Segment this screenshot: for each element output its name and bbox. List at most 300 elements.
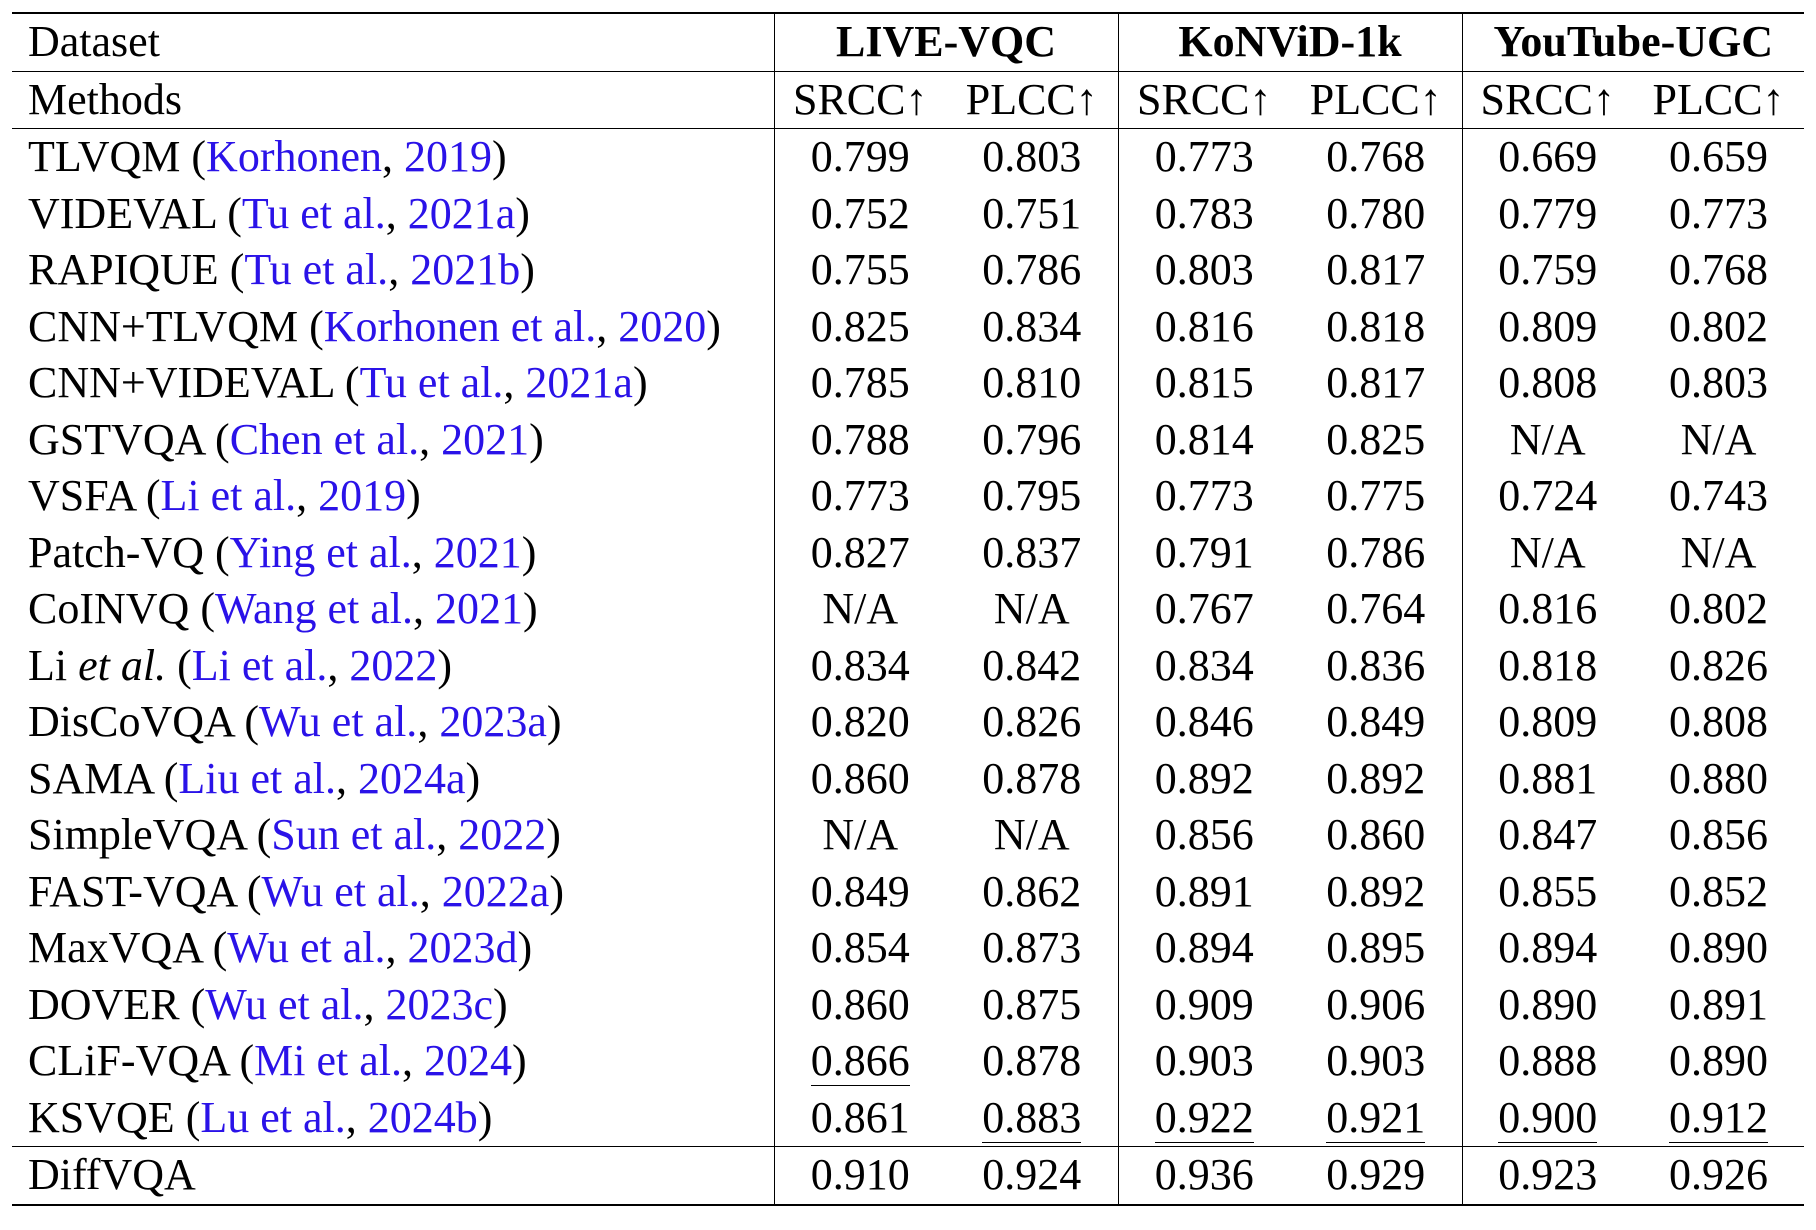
metric-value-cell [774, 807, 946, 864]
metric-value: 0.909 [1154, 979, 1254, 1029]
metric-value: N/A [1509, 414, 1586, 464]
metric-srcc: SRCC↑ [774, 71, 946, 129]
metric-value: 0.803 [1154, 245, 1254, 295]
metric-value-cell [1633, 242, 1804, 299]
metric-value-cell [1118, 355, 1290, 412]
metric-value-cell [1290, 694, 1462, 751]
metric-value: 0.809 [1498, 301, 1598, 351]
citation-link-authors[interactable]: Wu et al. [261, 866, 420, 916]
method-cell: CNN+VIDEVAL (Tu et al., 2021a) [12, 355, 774, 412]
metric-value: 0.834 [1154, 640, 1254, 690]
citation-link-year[interactable]: 2019 [404, 132, 493, 182]
metric-value: 0.826 [1669, 640, 1769, 690]
metric-value-cell [1633, 694, 1804, 751]
table-row [12, 129, 1804, 186]
metric-plcc: PLCC↑ [946, 71, 1118, 129]
metric-value-cell [1633, 299, 1804, 356]
metric-value: 0.743 [1669, 471, 1769, 521]
method-name: MaxVQA [28, 923, 202, 973]
metric-value-cell [1633, 1033, 1804, 1090]
metric-value-cell [1290, 581, 1462, 638]
metric-value: 0.803 [1669, 358, 1769, 408]
metric-value-cell [1118, 920, 1290, 977]
metric-value: 0.825 [1326, 414, 1426, 464]
metric-value: 0.854 [810, 923, 910, 973]
metric-value: 0.903 [1326, 1036, 1426, 1086]
metric-value: 0.847 [1498, 810, 1598, 860]
results-table [12, 12, 1804, 1206]
metric-value: 0.922 [1154, 1092, 1254, 1142]
metric-value-cell [774, 581, 946, 638]
table-row [12, 864, 1804, 921]
citation-link-authors[interactable]: Wu et al. [227, 923, 386, 973]
citation-link-authors[interactable]: Li et al. [160, 471, 297, 521]
metric-value-cell [1290, 129, 1462, 186]
metric-value: 0.880 [1669, 753, 1769, 803]
metric-value-cell [774, 468, 946, 525]
metric-value: 0.866 [810, 1036, 910, 1086]
metric-value-cell [946, 468, 1118, 525]
metric-value: 0.818 [1498, 640, 1598, 690]
metric-value: 0.855 [1498, 866, 1598, 916]
method-name: DiffVQA [28, 1150, 196, 1200]
metric-value-cell [1462, 299, 1633, 356]
metric-value-cell [1633, 412, 1804, 469]
metric-value: 0.860 [1326, 810, 1426, 860]
table-row [12, 412, 1804, 469]
metric-value: 0.764 [1326, 584, 1426, 634]
metric-value: 0.796 [982, 414, 1082, 464]
metric-value-cell [774, 977, 946, 1034]
method-name: CNN+VIDEVAL [28, 358, 334, 408]
metric-value-cell [1633, 525, 1804, 582]
citation-link-year[interactable]: 2024a [357, 753, 466, 803]
metric-value: 0.814 [1154, 414, 1254, 464]
table-row [12, 186, 1804, 243]
metric-value-cell [1290, 977, 1462, 1034]
method-cell: MaxVQA (Wu et al., 2023d) [12, 920, 774, 977]
metric-value: N/A [1680, 527, 1757, 577]
metric-value: 0.849 [1326, 697, 1426, 747]
metric-value-cell [1462, 1033, 1633, 1090]
metric-value: 0.936 [1154, 1150, 1254, 1200]
citation-link-year[interactable]: 2024b [367, 1092, 478, 1142]
metric-value: 0.817 [1326, 358, 1426, 408]
metric-value: 0.849 [810, 866, 910, 916]
metric-value: 0.881 [1498, 753, 1598, 803]
method-cell: CoINVQ (Wang et al., 2021) [12, 581, 774, 638]
citation-link-authors[interactable]: Lu et al. [200, 1092, 346, 1142]
metric-value-cell [774, 920, 946, 977]
metric-plcc: PLCC↑ [1290, 71, 1462, 129]
citation-link-year[interactable]: 2020 [618, 301, 707, 351]
citation-link-year[interactable]: 2022a [441, 866, 550, 916]
method-name: SAMA [28, 753, 153, 803]
metric-value: 0.809 [1498, 697, 1598, 747]
metric-value-cell [774, 1090, 946, 1147]
metric-value-cell [774, 355, 946, 412]
citation-link-year[interactable]: 2021 [435, 584, 524, 634]
metric-value: 0.903 [1154, 1036, 1254, 1086]
metric-value: 0.892 [1326, 866, 1426, 916]
citation-link-year[interactable]: 2022 [349, 640, 438, 690]
citation-link-year[interactable]: 2023a [439, 697, 547, 747]
metric-value: 0.852 [1669, 866, 1769, 916]
metric-value: 0.921 [1326, 1092, 1426, 1142]
metric-value-cell [774, 1147, 946, 1205]
metric-value: 0.892 [1154, 753, 1254, 803]
metric-value-cell [946, 355, 1118, 412]
metric-value-cell [1462, 242, 1633, 299]
citation-link-authors[interactable]: Li et al. [191, 640, 328, 690]
citation-link-authors[interactable]: Sun et al. [271, 810, 437, 860]
method-cell: Li et al. (Li et al., 2022) [12, 638, 774, 695]
metric-value-cell [946, 412, 1118, 469]
method-cell: CLiF-VQA (Mi et al., 2024) [12, 1033, 774, 1090]
method-name: Li [28, 640, 68, 690]
metric-value: 0.768 [1669, 245, 1769, 295]
metric-value-cell [946, 129, 1118, 186]
metric-value: 0.923 [1498, 1150, 1598, 1200]
citation-link-year[interactable]: 2024 [424, 1036, 512, 1086]
metric-value: 0.786 [982, 245, 1082, 295]
metric-value-cell [1462, 525, 1633, 582]
metric-value: 0.895 [1326, 923, 1426, 973]
metric-value-cell [946, 581, 1118, 638]
metric-value: 0.888 [1498, 1036, 1598, 1086]
metric-value: 0.846 [1154, 697, 1254, 747]
metric-value-cell [774, 129, 946, 186]
metric-value: 0.767 [1154, 584, 1254, 634]
metric-value-cell [1462, 468, 1633, 525]
methods-header-label: Methods [12, 71, 774, 129]
metric-value-cell [1290, 920, 1462, 977]
metric-value-cell [946, 1033, 1118, 1090]
metric-value-cell [1290, 1147, 1462, 1205]
metric-value-cell [1118, 1147, 1290, 1205]
metric-value: 0.875 [982, 979, 1082, 1029]
metric-value-cell [1290, 242, 1462, 299]
metric-value: N/A [993, 584, 1070, 634]
metric-value-cell [946, 920, 1118, 977]
metric-value: 0.780 [1326, 188, 1426, 238]
metric-value-cell [1633, 1147, 1804, 1205]
metric-value-cell [1462, 864, 1633, 921]
method-cell: DOVER (Wu et al., 2023c) [12, 977, 774, 1034]
metric-value-cell [774, 412, 946, 469]
metric-value: 0.818 [1326, 301, 1426, 351]
metric-value-cell [946, 977, 1118, 1034]
metric-value: 0.894 [1498, 923, 1598, 973]
method-name-italic: et al. [78, 640, 167, 690]
metric-value-cell [1633, 581, 1804, 638]
table-row [12, 751, 1804, 808]
metric-value: 0.861 [810, 1092, 910, 1142]
metric-value: 0.786 [1326, 527, 1426, 577]
metric-value-cell [946, 807, 1118, 864]
metric-value-cell [1118, 638, 1290, 695]
metric-value: 0.775 [1326, 471, 1426, 521]
metric-value-cell [1290, 299, 1462, 356]
metric-value-cell [1462, 355, 1633, 412]
metric-value: N/A [993, 810, 1070, 860]
metric-value: 0.834 [982, 301, 1082, 351]
metric-value-cell [1118, 864, 1290, 921]
metric-value: 0.891 [1154, 866, 1254, 916]
dataset-youtube-ugc: YouTube-UGC [1462, 13, 1804, 71]
metric-value: 0.751 [982, 188, 1082, 238]
metric-value: 0.873 [982, 923, 1082, 973]
metric-value: 0.890 [1669, 1036, 1769, 1086]
metric-value-cell [1633, 355, 1804, 412]
method-cell: FAST-VQA (Wu et al., 2022a) [12, 864, 774, 921]
metric-value: 0.773 [810, 471, 910, 521]
metric-value: 0.856 [1154, 810, 1254, 860]
metric-value: 0.834 [810, 640, 910, 690]
metric-value: 0.791 [1154, 527, 1254, 577]
metric-value: 0.837 [982, 527, 1082, 577]
metric-value: 0.808 [1498, 358, 1598, 408]
method-cell: SimpleVQA (Sun et al., 2022) [12, 807, 774, 864]
metric-value-cell [1290, 807, 1462, 864]
table-row [12, 525, 1804, 582]
metric-value: 0.878 [982, 753, 1082, 803]
metric-value: 0.773 [1154, 132, 1254, 182]
method-cell [12, 1147, 774, 1205]
metric-value: 0.842 [982, 640, 1082, 690]
citation-link-year[interactable]: 2023c [385, 979, 494, 1029]
citation-link-authors[interactable]: Mi et al. [254, 1036, 402, 1086]
metric-value: 0.799 [810, 132, 910, 182]
citation-link-authors[interactable]: Ying et al. [229, 527, 412, 577]
metric-value: 0.816 [1498, 584, 1598, 634]
metric-value: 0.862 [982, 866, 1082, 916]
citation-link-authors[interactable]: Tu et al. [244, 245, 389, 295]
metric-value-cell [1633, 468, 1804, 525]
metric-value-cell [1290, 638, 1462, 695]
table-row [12, 807, 1804, 864]
metric-value-cell [1633, 977, 1804, 1034]
method-cell: VIDEVAL (Tu et al., 2021a) [12, 186, 774, 243]
method-cell: KSVQE (Lu et al., 2024b) [12, 1090, 774, 1147]
metric-value-cell [774, 751, 946, 808]
metric-value-cell [1118, 1033, 1290, 1090]
method-name: CNN+TLVQM [28, 301, 299, 351]
table-row-proposed [12, 1147, 1804, 1205]
citation-link-year[interactable]: 2022 [458, 810, 547, 860]
metric-value-cell [1462, 751, 1633, 808]
method-name: KSVQE [28, 1092, 175, 1142]
method-name: VIDEVAL [28, 188, 217, 238]
citation-link-authors[interactable]: Wang et al. [214, 584, 414, 634]
method-name: GSTVQA [28, 414, 205, 464]
metric-value-cell [1290, 355, 1462, 412]
metric-value: 0.724 [1498, 471, 1598, 521]
metric-value: 0.912 [1669, 1092, 1769, 1142]
metric-value-cell [1462, 1090, 1633, 1147]
metric-value: 0.783 [1154, 188, 1254, 238]
method-name: VSFA [28, 471, 135, 521]
citation-link-authors[interactable]: Wu et al. [205, 979, 364, 1029]
method-cell: TLVQM (Korhonen, 2019) [12, 129, 774, 186]
table-row [12, 581, 1804, 638]
metric-value-cell [1118, 525, 1290, 582]
metric-value: N/A [822, 584, 899, 634]
citation-link-authors[interactable]: Tu et al. [241, 188, 386, 238]
metric-value-cell [1118, 807, 1290, 864]
method-name: Patch-VQ [28, 527, 204, 577]
citation-link-authors[interactable]: Chen et al. [229, 414, 420, 464]
metric-value: 0.659 [1669, 132, 1769, 182]
table-row [12, 242, 1804, 299]
metric-value: 0.860 [810, 979, 910, 1029]
method-name: TLVQM [28, 132, 181, 182]
metric-value-cell [946, 1147, 1118, 1205]
citation-link-year[interactable]: 2021a [525, 358, 633, 408]
metric-value: 0.755 [810, 245, 910, 295]
method-cell: SAMA (Liu et al., 2024a) [12, 751, 774, 808]
citation-link-year[interactable]: 2023d [407, 923, 518, 973]
metric-value-cell [1462, 920, 1633, 977]
table-row [12, 1090, 1804, 1147]
citation-link-authors[interactable]: Wu et al. [259, 697, 418, 747]
metric-value: 0.669 [1498, 132, 1598, 182]
metric-value: 0.817 [1326, 245, 1426, 295]
metric-value: 0.924 [982, 1150, 1082, 1200]
metric-value: 0.802 [1669, 301, 1769, 351]
metric-value: 0.826 [982, 697, 1082, 747]
dataset-konvid-1k: KoNViD-1k [1118, 13, 1462, 71]
metric-value-cell [946, 751, 1118, 808]
metric-value-cell [774, 525, 946, 582]
metric-value-cell [1462, 694, 1633, 751]
table-row [12, 638, 1804, 695]
metric-value-cell [1290, 468, 1462, 525]
method-cell: Patch-VQ (Ying et al., 2021) [12, 525, 774, 582]
citation-link-year[interactable]: 2021 [433, 527, 522, 577]
metric-value: 0.825 [810, 301, 910, 351]
metric-value: 0.890 [1669, 923, 1769, 973]
metric-value-cell [1633, 864, 1804, 921]
method-cell: DisCoVQA (Wu et al., 2023a) [12, 694, 774, 751]
metric-value-cell [1462, 186, 1633, 243]
citation-link-authors[interactable]: Liu et al. [178, 753, 336, 803]
metric-value-cell [1633, 751, 1804, 808]
metric-value-cell [774, 299, 946, 356]
metric-value-cell [1633, 129, 1804, 186]
citation-link-authors[interactable]: Tu et al. [359, 358, 504, 408]
metric-value-cell [1290, 1090, 1462, 1147]
citation-link-year[interactable]: 2021b [410, 245, 521, 295]
metric-value-cell [1462, 638, 1633, 695]
metric-value: 0.878 [982, 1036, 1082, 1086]
dataset-live-vqc: LIVE-VQC [774, 13, 1118, 71]
metric-value: 0.815 [1154, 358, 1254, 408]
metric-value-cell [1290, 1033, 1462, 1090]
table-row [12, 977, 1804, 1034]
table-row [12, 1033, 1804, 1090]
metric-value-cell [1290, 751, 1462, 808]
metric-value: 0.773 [1669, 188, 1769, 238]
metric-value-cell [946, 864, 1118, 921]
metric-value: 0.827 [810, 527, 910, 577]
metric-value-cell [1118, 468, 1290, 525]
metric-value: 0.788 [810, 414, 910, 464]
method-name: SimpleVQA [28, 810, 246, 860]
metric-value: 0.890 [1498, 979, 1598, 1029]
citation-link-authors[interactable]: Korhonen [206, 132, 383, 182]
results-body [12, 129, 1804, 1205]
metric-value: 0.785 [810, 358, 910, 408]
method-cell: CNN+TLVQM (Korhonen et al., 2020) [12, 299, 774, 356]
citation-link-year[interactable]: 2021 [441, 414, 530, 464]
metric-value: 0.929 [1326, 1150, 1426, 1200]
citation-link-authors[interactable]: Korhonen et al. [323, 301, 597, 351]
metric-value-cell [1290, 525, 1462, 582]
dataset-header-label: Dataset [12, 13, 774, 71]
metric-value: 0.808 [1669, 697, 1769, 747]
metric-value-cell [1633, 807, 1804, 864]
metric-value-cell [1118, 186, 1290, 243]
metric-value-cell [774, 186, 946, 243]
metric-value: 0.906 [1326, 979, 1426, 1029]
metric-value: 0.820 [810, 697, 910, 747]
metric-value: 0.768 [1326, 132, 1426, 182]
metric-value-cell [1118, 129, 1290, 186]
method-name: FAST-VQA [28, 866, 236, 916]
metric-value-cell [946, 525, 1118, 582]
metric-value-cell [946, 186, 1118, 243]
metric-value-cell [1118, 1090, 1290, 1147]
citation-link-year[interactable]: 2021a [407, 188, 516, 238]
metric-value-cell [946, 1090, 1118, 1147]
metric-value-cell [1462, 412, 1633, 469]
metric-value: 0.803 [982, 132, 1082, 182]
method-name: DOVER [28, 979, 180, 1029]
metric-value: N/A [1680, 414, 1757, 464]
method-name: DisCoVQA [28, 697, 234, 747]
metric-value: 0.779 [1498, 188, 1598, 238]
table-row [12, 355, 1804, 412]
method-name: CoINVQ [28, 584, 190, 634]
metric-value-cell [774, 1033, 946, 1090]
metric-value: 0.883 [982, 1092, 1082, 1142]
metric-value-cell [946, 299, 1118, 356]
metric-value: 0.926 [1669, 1150, 1769, 1200]
metric-value: 0.810 [982, 358, 1082, 408]
metric-value-cell [1633, 638, 1804, 695]
metric-value: 0.795 [982, 471, 1082, 521]
metric-value-cell [1633, 186, 1804, 243]
metric-value-cell [1462, 1147, 1633, 1205]
metric-value-cell [1118, 581, 1290, 638]
metric-value: 0.856 [1669, 810, 1769, 860]
citation-link-year[interactable]: 2019 [318, 471, 407, 521]
metric-value: N/A [1509, 527, 1586, 577]
metric-value-cell [774, 242, 946, 299]
metric-value-cell [1118, 412, 1290, 469]
method-name: CLiF-VQA [28, 1036, 229, 1086]
table-row [12, 920, 1804, 977]
header-row-datasets [12, 13, 1804, 71]
metric-value-cell [946, 242, 1118, 299]
method-cell: GSTVQA (Chen et al., 2021) [12, 412, 774, 469]
metric-value-cell [1118, 751, 1290, 808]
metric-value: 0.816 [1154, 301, 1254, 351]
metric-value-cell [1462, 129, 1633, 186]
metric-value: 0.892 [1326, 753, 1426, 803]
metric-value-cell [1290, 864, 1462, 921]
